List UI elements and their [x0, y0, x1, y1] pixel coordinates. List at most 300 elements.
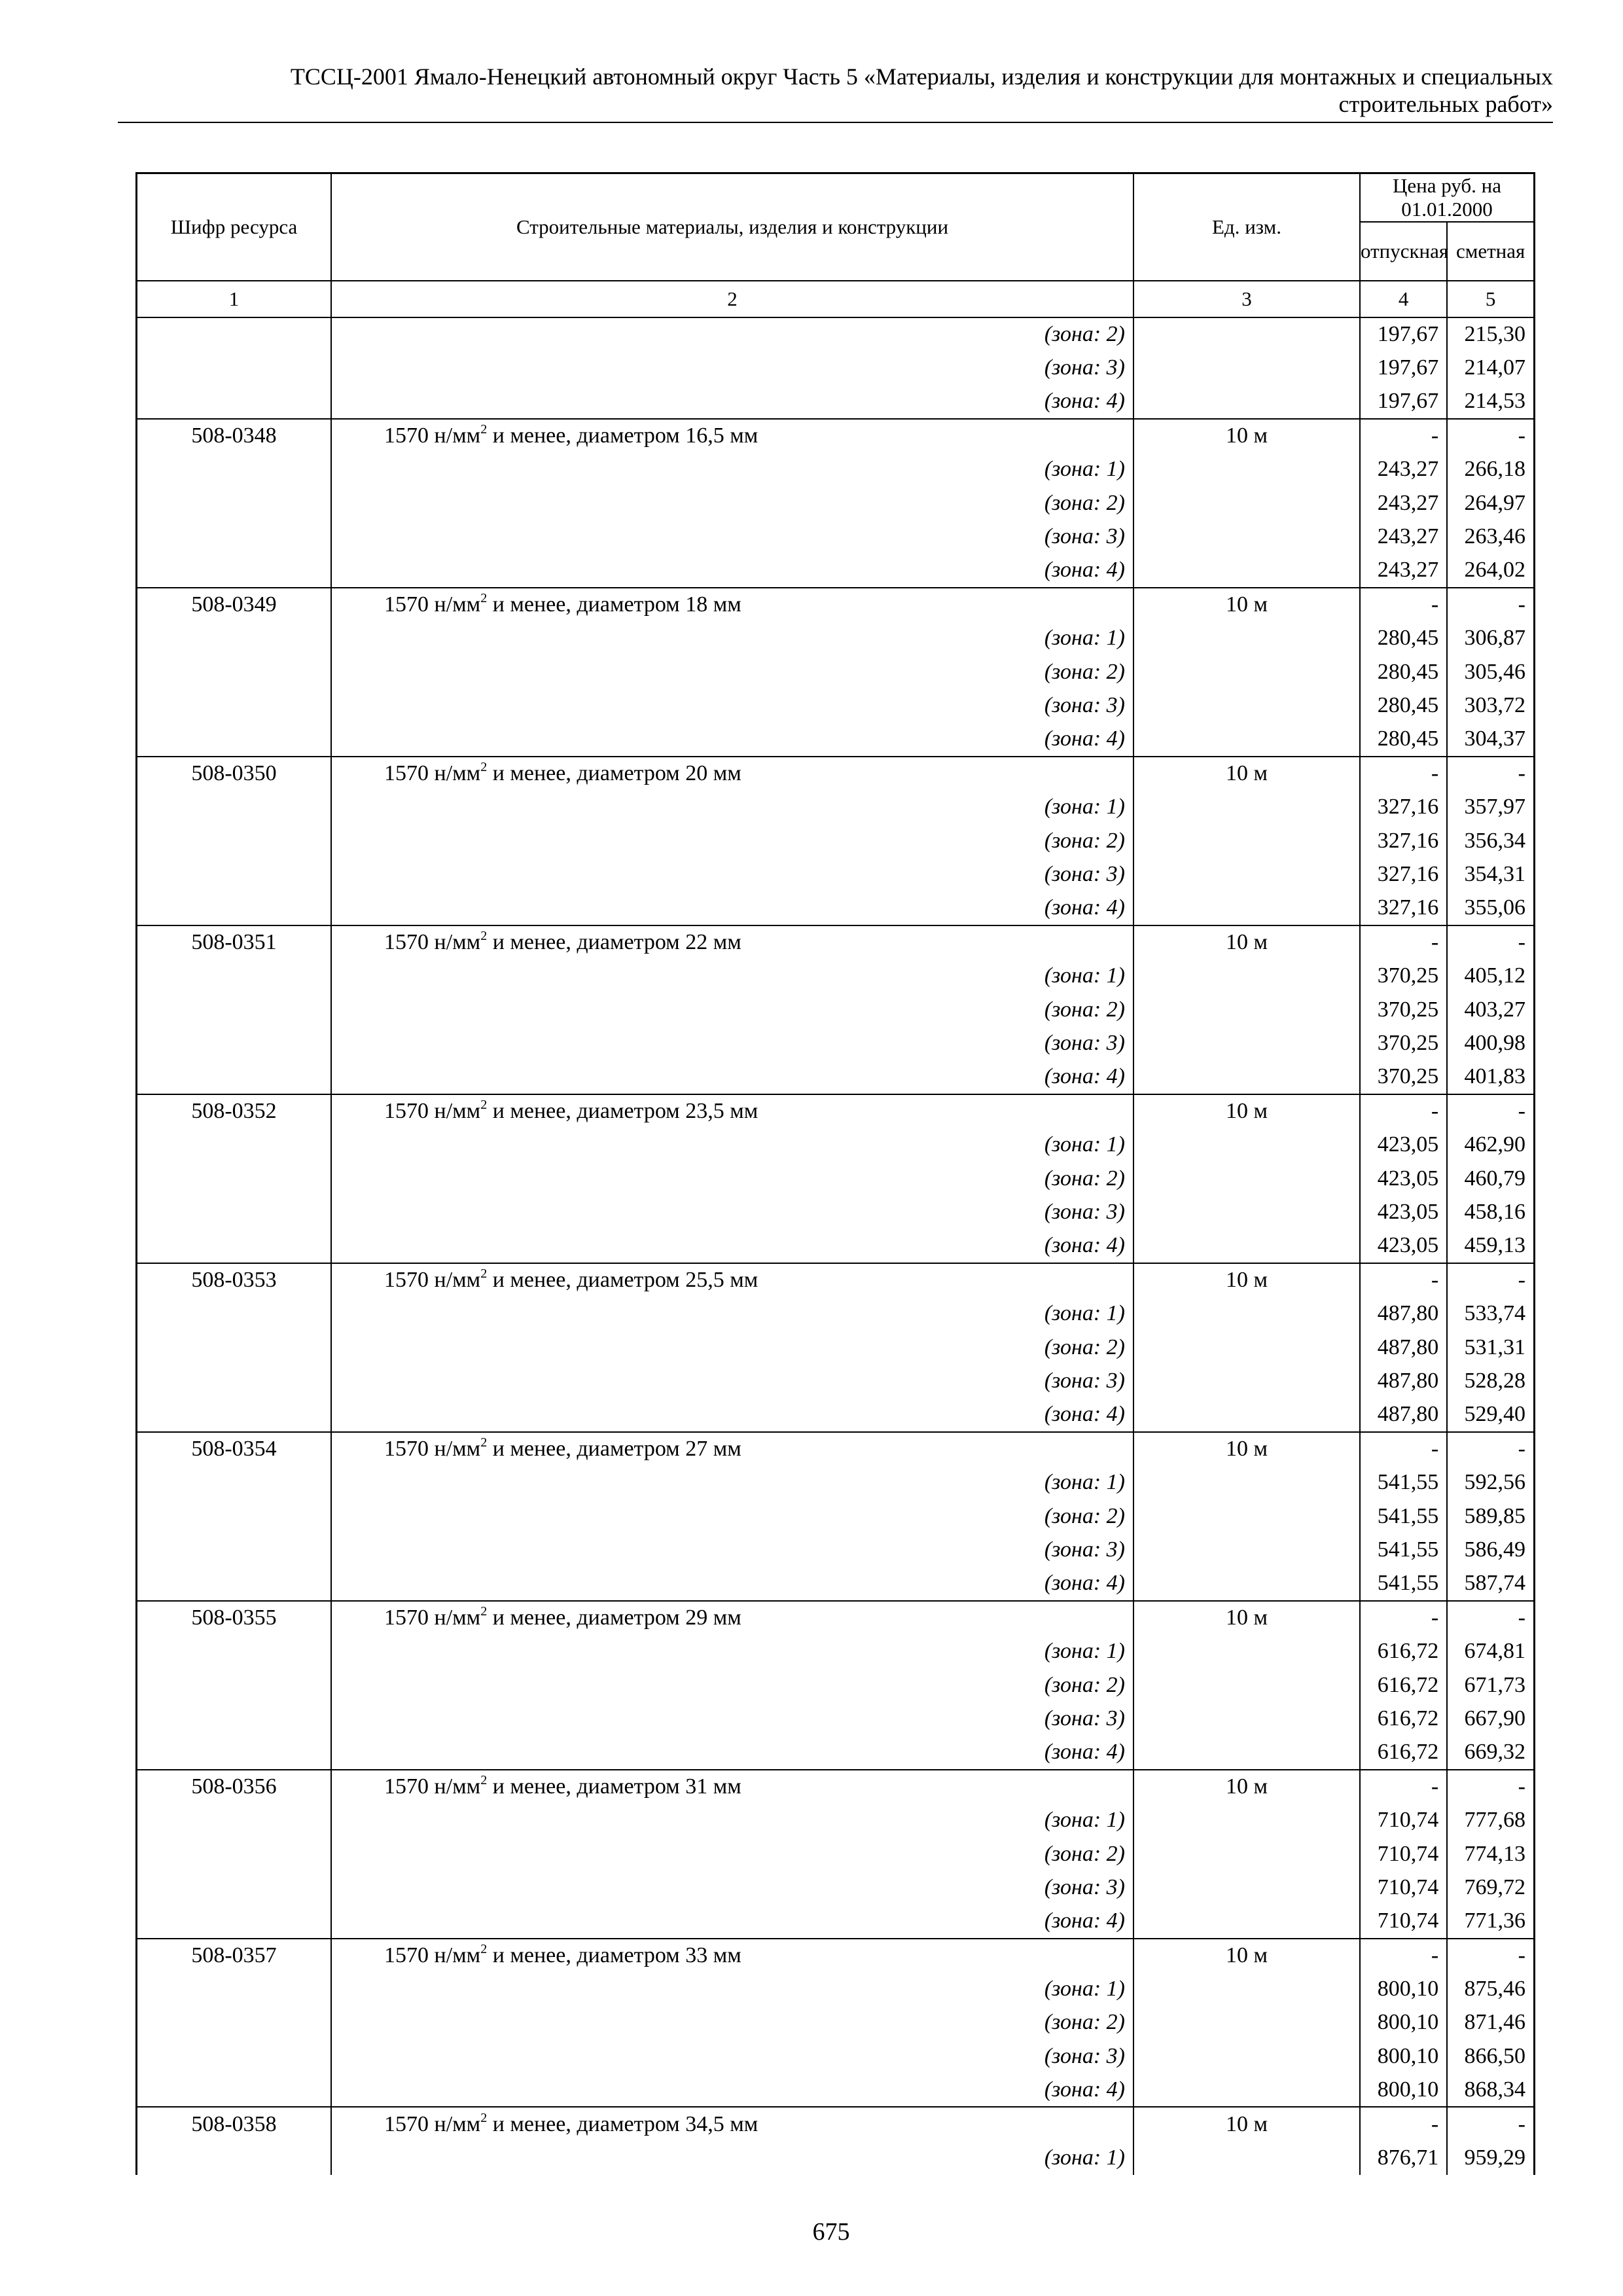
estimate-price: 458,16	[1447, 1195, 1534, 1229]
resource-code: 508-0352	[137, 1094, 332, 1128]
table-row	[137, 1128, 1535, 1162]
table-row	[137, 1499, 1535, 1534]
resource-code	[137, 317, 332, 351]
desc-prefix: 1570 н/мм	[384, 2111, 481, 2136]
price-table	[135, 172, 1535, 2175]
estimate-price: -	[1447, 757, 1534, 791]
resource-code	[137, 2006, 332, 2040]
resource-code	[137, 1195, 332, 1229]
estimate-price: 462,90	[1447, 1128, 1534, 1162]
unit	[1133, 959, 1360, 993]
zone-label: (зона: 2)	[331, 486, 1133, 520]
estimate-price: 400,98	[1447, 1026, 1534, 1060]
table-row	[137, 993, 1535, 1027]
estimate-price: 769,72	[1447, 1871, 1534, 1905]
unit: 10 м	[1133, 1770, 1360, 1804]
desc-superscript: 2	[480, 1772, 488, 1787]
unit	[1133, 452, 1360, 486]
release-price: 616,72	[1360, 1736, 1447, 1770]
desc-superscript: 2	[480, 928, 488, 943]
desc-suffix: и менее, диаметром 31 мм	[487, 1774, 741, 1799]
release-price: -	[1360, 588, 1447, 622]
table-row	[137, 2006, 1535, 2040]
release-price: 487,80	[1360, 1364, 1447, 1398]
table-row	[137, 1465, 1535, 1499]
table-row	[137, 1229, 1535, 1263]
release-price: 710,74	[1360, 1837, 1447, 1871]
estimate-price: -	[1447, 588, 1534, 622]
unit	[1133, 1871, 1360, 1905]
estimate-price: 871,46	[1447, 2006, 1534, 2040]
release-price: 423,05	[1360, 1128, 1447, 1162]
table-row	[137, 1803, 1535, 1837]
zone-label: (зона: 4)	[331, 1905, 1133, 1939]
desc-suffix: и менее, диаметром 16,5 мм	[487, 423, 758, 448]
resource-code	[137, 723, 332, 757]
col-number: 4	[1360, 281, 1447, 317]
table-row	[137, 520, 1535, 554]
resource-code	[137, 824, 332, 858]
release-price: -	[1360, 1601, 1447, 1635]
resource-code	[137, 2141, 332, 2175]
estimate-price: 529,40	[1447, 1398, 1534, 1432]
estimate-price: 587,74	[1447, 1567, 1534, 1601]
estimate-price: 592,56	[1447, 1465, 1534, 1499]
zone-label: (зона: 1)	[331, 790, 1133, 824]
table-row	[137, 588, 1535, 622]
release-price: 280,45	[1360, 621, 1447, 655]
release-price: 487,80	[1360, 1297, 1447, 1331]
table-row	[137, 2141, 1535, 2175]
table-row	[137, 1094, 1535, 1128]
estimate-price: 355,06	[1447, 891, 1534, 925]
release-price: 280,45	[1360, 689, 1447, 723]
release-price: 327,16	[1360, 790, 1447, 824]
zone-label: (зона: 4)	[331, 1398, 1133, 1432]
table-row	[137, 2073, 1535, 2108]
zone-label: (зона: 2)	[331, 1162, 1133, 1196]
zone-label: (зона: 1)	[331, 621, 1133, 655]
estimate-price: 215,30	[1447, 317, 1534, 351]
table-row	[137, 891, 1535, 925]
estimate-price: -	[1447, 1601, 1534, 1635]
col-header-name: Строительные материалы, изделия и конструкции	[331, 173, 1133, 281]
release-price: 197,67	[1360, 351, 1447, 386]
unit	[1133, 1195, 1360, 1229]
table-row	[137, 1026, 1535, 1060]
release-price: 800,10	[1360, 2006, 1447, 2040]
estimate-price: -	[1447, 1263, 1534, 1297]
desc-superscript: 2	[480, 2110, 488, 2125]
table-row	[137, 1060, 1535, 1094]
resource-code	[137, 1533, 332, 1567]
desc-suffix: и менее, диаметром 22 мм	[487, 929, 741, 954]
estimate-price: 264,02	[1447, 554, 1534, 588]
unit	[1133, 2006, 1360, 2040]
release-price: 197,67	[1360, 317, 1447, 351]
unit	[1133, 1668, 1360, 1702]
release-price: 710,74	[1360, 1871, 1447, 1905]
release-price: -	[1360, 2107, 1447, 2141]
unit	[1133, 1567, 1360, 1601]
table-row	[137, 689, 1535, 723]
estimate-price: 266,18	[1447, 452, 1534, 486]
resource-code	[137, 959, 332, 993]
table-row	[137, 351, 1535, 386]
release-price: 370,25	[1360, 959, 1447, 993]
unit: 10 м	[1133, 757, 1360, 791]
resource-code	[137, 2073, 332, 2108]
zone-label: (зона: 4)	[331, 554, 1133, 588]
unit	[1133, 1702, 1360, 1736]
estimate-price: 866,50	[1447, 2039, 1534, 2073]
unit	[1133, 1837, 1360, 1871]
release-price: 243,27	[1360, 554, 1447, 588]
resource-description	[331, 419, 1133, 453]
col-header-price: Цена руб. на 01.01.2000	[1360, 173, 1535, 223]
unit	[1133, 1331, 1360, 1365]
table-body	[137, 317, 1535, 2175]
unit	[1133, 1364, 1360, 1398]
resource-code	[137, 1567, 332, 1601]
zone-label: (зона: 1)	[331, 1803, 1133, 1837]
estimate-price: 771,36	[1447, 1905, 1534, 1939]
resource-code: 508-0355	[137, 1601, 332, 1635]
resource-description	[331, 1770, 1133, 1804]
release-price: 423,05	[1360, 1229, 1447, 1263]
zone-label: (зона: 1)	[331, 2141, 1133, 2175]
resource-description	[331, 2107, 1133, 2141]
resource-code	[137, 621, 332, 655]
desc-suffix: и менее, диаметром 33 мм	[487, 1943, 741, 1967]
unit	[1133, 1905, 1360, 1939]
table-row	[137, 790, 1535, 824]
zone-label: (зона: 1)	[331, 959, 1133, 993]
zone-label: (зона: 3)	[331, 1533, 1133, 1567]
table-row	[137, 1364, 1535, 1398]
estimate-price: -	[1447, 925, 1534, 960]
table-row	[137, 554, 1535, 588]
unit	[1133, 1736, 1360, 1770]
zone-label: (зона: 2)	[331, 317, 1133, 351]
estimate-price: 304,37	[1447, 723, 1534, 757]
resource-description	[331, 588, 1133, 622]
unit	[1133, 1398, 1360, 1432]
running-header	[179, 63, 1553, 118]
unit	[1133, 891, 1360, 925]
unit	[1133, 1803, 1360, 1837]
col-header-estimate: сметная	[1447, 222, 1534, 281]
resource-description	[331, 1094, 1133, 1128]
resource-code	[137, 1364, 332, 1398]
zone-label: (зона: 1)	[331, 452, 1133, 486]
estimate-price: 401,83	[1447, 1060, 1534, 1094]
resource-description	[331, 1939, 1133, 1973]
table-row	[137, 824, 1535, 858]
estimate-price: 774,13	[1447, 1837, 1534, 1871]
table-row	[137, 385, 1535, 419]
release-price: 541,55	[1360, 1465, 1447, 1499]
col-header-unit: Ед. изм.	[1133, 173, 1360, 281]
release-price: 243,27	[1360, 452, 1447, 486]
unit: 10 м	[1133, 1094, 1360, 1128]
unit	[1133, 2141, 1360, 2175]
table-row	[137, 452, 1535, 486]
table-row	[137, 1736, 1535, 1770]
resource-code	[137, 1803, 332, 1837]
estimate-price: 303,72	[1447, 689, 1534, 723]
zone-label: (зона: 4)	[331, 385, 1133, 419]
release-price: 800,10	[1360, 2073, 1447, 2108]
resource-code: 508-0357	[137, 1939, 332, 1973]
estimate-price: 531,31	[1447, 1331, 1534, 1365]
table-row	[137, 1331, 1535, 1365]
table-row	[137, 655, 1535, 689]
release-price: 243,27	[1360, 520, 1447, 554]
release-price: -	[1360, 925, 1447, 960]
release-price: 370,25	[1360, 1026, 1447, 1060]
desc-prefix: 1570 н/мм	[384, 1098, 481, 1123]
desc-suffix: и менее, диаметром 23,5 мм	[487, 1098, 758, 1123]
unit: 10 м	[1133, 1263, 1360, 1297]
table-row	[137, 1634, 1535, 1668]
resource-code: 508-0356	[137, 1770, 332, 1804]
resource-code	[137, 1398, 332, 1432]
header-line-1: ТССЦ-2001 Ямало-Ненецкий автономный округ Часть 5 «Материалы, изделия и конструкции для монтажных и специальных	[290, 63, 1553, 90]
zone-label: (зона: 3)	[331, 858, 1133, 892]
resource-code	[137, 520, 332, 554]
zone-label: (зона: 4)	[331, 1060, 1133, 1094]
resource-code	[137, 1162, 332, 1196]
release-price: 370,25	[1360, 1060, 1447, 1094]
resource-description	[331, 1263, 1133, 1297]
table-row	[137, 1162, 1535, 1196]
estimate-price: 214,07	[1447, 351, 1534, 386]
resource-code	[137, 891, 332, 925]
table-row	[137, 925, 1535, 960]
resource-code	[137, 1837, 332, 1871]
unit	[1133, 351, 1360, 386]
table-row	[137, 1905, 1535, 1939]
zone-label: (зона: 3)	[331, 689, 1133, 723]
release-price: 616,72	[1360, 1668, 1447, 1702]
table-row	[137, 1533, 1535, 1567]
resource-code	[137, 1702, 332, 1736]
release-price: 423,05	[1360, 1195, 1447, 1229]
release-price: -	[1360, 1939, 1447, 1973]
resource-code	[137, 1905, 332, 1939]
table-row	[137, 1939, 1535, 1973]
table-row	[137, 621, 1535, 655]
release-price: -	[1360, 757, 1447, 791]
desc-superscript: 2	[480, 1097, 488, 1112]
desc-prefix: 1570 н/мм	[384, 1436, 481, 1461]
unit: 10 м	[1133, 419, 1360, 453]
zone-label: (зона: 1)	[331, 1972, 1133, 2006]
zone-label: (зона: 4)	[331, 1567, 1133, 1601]
unit	[1133, 824, 1360, 858]
desc-superscript: 2	[480, 1941, 488, 1956]
resource-code: 508-0351	[137, 925, 332, 960]
zone-label: (зона: 2)	[331, 1499, 1133, 1534]
desc-superscript: 2	[480, 591, 488, 606]
table-row	[137, 1432, 1535, 1466]
estimate-price: 674,81	[1447, 1634, 1534, 1668]
release-price: -	[1360, 1094, 1447, 1128]
table-row	[137, 1297, 1535, 1331]
resource-code	[137, 689, 332, 723]
desc-superscript: 2	[480, 1604, 488, 1619]
estimate-price: -	[1447, 2107, 1534, 2141]
table-row	[137, 757, 1535, 791]
resource-code: 508-0353	[137, 1263, 332, 1297]
release-price: 280,45	[1360, 723, 1447, 757]
col-header-release: отпускная	[1360, 222, 1447, 281]
release-price: -	[1360, 1432, 1447, 1466]
desc-prefix: 1570 н/мм	[384, 1605, 481, 1630]
unit	[1133, 1026, 1360, 1060]
zone-label: (зона: 4)	[331, 891, 1133, 925]
estimate-price: 357,97	[1447, 790, 1534, 824]
estimate-price: 214,53	[1447, 385, 1534, 419]
resource-code	[137, 486, 332, 520]
release-price: 487,80	[1360, 1331, 1447, 1365]
table-row	[137, 1837, 1535, 1871]
estimate-price: -	[1447, 1770, 1534, 1804]
resource-code	[137, 790, 332, 824]
desc-suffix: и менее, диаметром 20 мм	[487, 761, 741, 786]
table-row	[137, 1770, 1535, 1804]
header-line-2: строительных работ»	[1338, 91, 1553, 117]
table-row	[137, 1702, 1535, 1736]
estimate-price: 875,46	[1447, 1972, 1534, 2006]
resource-code: 508-0348	[137, 419, 332, 453]
resource-code: 508-0354	[137, 1432, 332, 1466]
estimate-price: -	[1447, 1432, 1534, 1466]
release-price: -	[1360, 1770, 1447, 1804]
estimate-price: 263,46	[1447, 520, 1534, 554]
zone-label: (зона: 2)	[331, 1668, 1133, 1702]
zone-label: (зона: 2)	[331, 1331, 1133, 1365]
desc-suffix: и менее, диаметром 29 мм	[487, 1605, 741, 1630]
desc-suffix: и менее, диаметром 27 мм	[487, 1436, 741, 1461]
desc-suffix: и менее, диаметром 18 мм	[487, 592, 741, 617]
table-row	[137, 1871, 1535, 1905]
estimate-price: 777,68	[1447, 1803, 1534, 1837]
unit: 10 м	[1133, 588, 1360, 622]
unit	[1133, 790, 1360, 824]
release-price: 541,55	[1360, 1533, 1447, 1567]
unit	[1133, 621, 1360, 655]
estimate-price: 354,31	[1447, 858, 1534, 892]
resource-description	[331, 1432, 1133, 1466]
desc-prefix: 1570 н/мм	[384, 929, 481, 954]
unit	[1133, 1499, 1360, 1534]
zone-label: (зона: 4)	[331, 723, 1133, 757]
zone-label: (зона: 1)	[331, 1297, 1133, 1331]
estimate-price: 671,73	[1447, 1668, 1534, 1702]
unit	[1133, 385, 1360, 419]
unit	[1133, 1533, 1360, 1567]
resource-code	[137, 1972, 332, 2006]
resource-code	[137, 452, 332, 486]
unit	[1133, 1162, 1360, 1196]
resource-code	[137, 1499, 332, 1534]
table-row	[137, 1668, 1535, 1702]
resource-code	[137, 1229, 332, 1263]
table-row	[137, 2107, 1535, 2141]
resource-code: 508-0349	[137, 588, 332, 622]
desc-superscript: 2	[480, 1266, 488, 1281]
release-price: 876,71	[1360, 2141, 1447, 2175]
zone-label: (зона: 3)	[331, 520, 1133, 554]
release-price: 710,74	[1360, 1803, 1447, 1837]
estimate-price: 264,97	[1447, 486, 1534, 520]
unit	[1133, 1972, 1360, 2006]
table-row	[137, 1601, 1535, 1635]
unit: 10 м	[1133, 925, 1360, 960]
zone-label: (зона: 2)	[331, 1837, 1133, 1871]
release-price: 800,10	[1360, 2039, 1447, 2073]
zone-label: (зона: 3)	[331, 351, 1133, 386]
estimate-price: 403,27	[1447, 993, 1534, 1027]
table-row	[137, 959, 1535, 993]
zone-label: (зона: 3)	[331, 2039, 1133, 2073]
estimate-price: -	[1447, 419, 1534, 453]
release-price: 327,16	[1360, 891, 1447, 925]
desc-suffix: и менее, диаметром 25,5 мм	[487, 1267, 758, 1292]
unit: 10 м	[1133, 1939, 1360, 1973]
resource-code	[137, 993, 332, 1027]
zone-label: (зона: 2)	[331, 2006, 1133, 2040]
page-number: 675	[812, 2218, 850, 2246]
desc-superscript: 2	[480, 1435, 488, 1450]
estimate-price: 306,87	[1447, 621, 1534, 655]
zone-label: (зона: 3)	[331, 1364, 1133, 1398]
estimate-price: 667,90	[1447, 1702, 1534, 1736]
zone-label: (зона: 4)	[331, 1736, 1133, 1770]
estimate-price: 459,13	[1447, 1229, 1534, 1263]
desc-superscript: 2	[480, 760, 488, 775]
release-price: 710,74	[1360, 1905, 1447, 1939]
table-row	[137, 858, 1535, 892]
resource-code	[137, 1465, 332, 1499]
resource-code	[137, 554, 332, 588]
zone-label: (зона: 4)	[331, 2073, 1133, 2108]
unit	[1133, 858, 1360, 892]
unit	[1133, 1465, 1360, 1499]
zone-label: (зона: 3)	[331, 1026, 1133, 1060]
unit	[1133, 317, 1360, 351]
unit	[1133, 2039, 1360, 2073]
resource-description	[331, 925, 1133, 960]
estimate-price: 959,29	[1447, 2141, 1534, 2175]
desc-prefix: 1570 н/мм	[384, 1943, 481, 1967]
resource-code: 508-0358	[137, 2107, 332, 2141]
resource-code	[137, 351, 332, 386]
table-row	[137, 1398, 1535, 1432]
col-number: 5	[1447, 281, 1534, 317]
estimate-price: 669,32	[1447, 1736, 1534, 1770]
zone-label: (зона: 3)	[331, 1702, 1133, 1736]
resource-code	[137, 2039, 332, 2073]
zone-label: (зона: 1)	[331, 1634, 1133, 1668]
release-price: 243,27	[1360, 486, 1447, 520]
release-price: 800,10	[1360, 1972, 1447, 2006]
release-price: 487,80	[1360, 1398, 1447, 1432]
release-price: 370,25	[1360, 993, 1447, 1027]
zone-label: (зона: 1)	[331, 1128, 1133, 1162]
